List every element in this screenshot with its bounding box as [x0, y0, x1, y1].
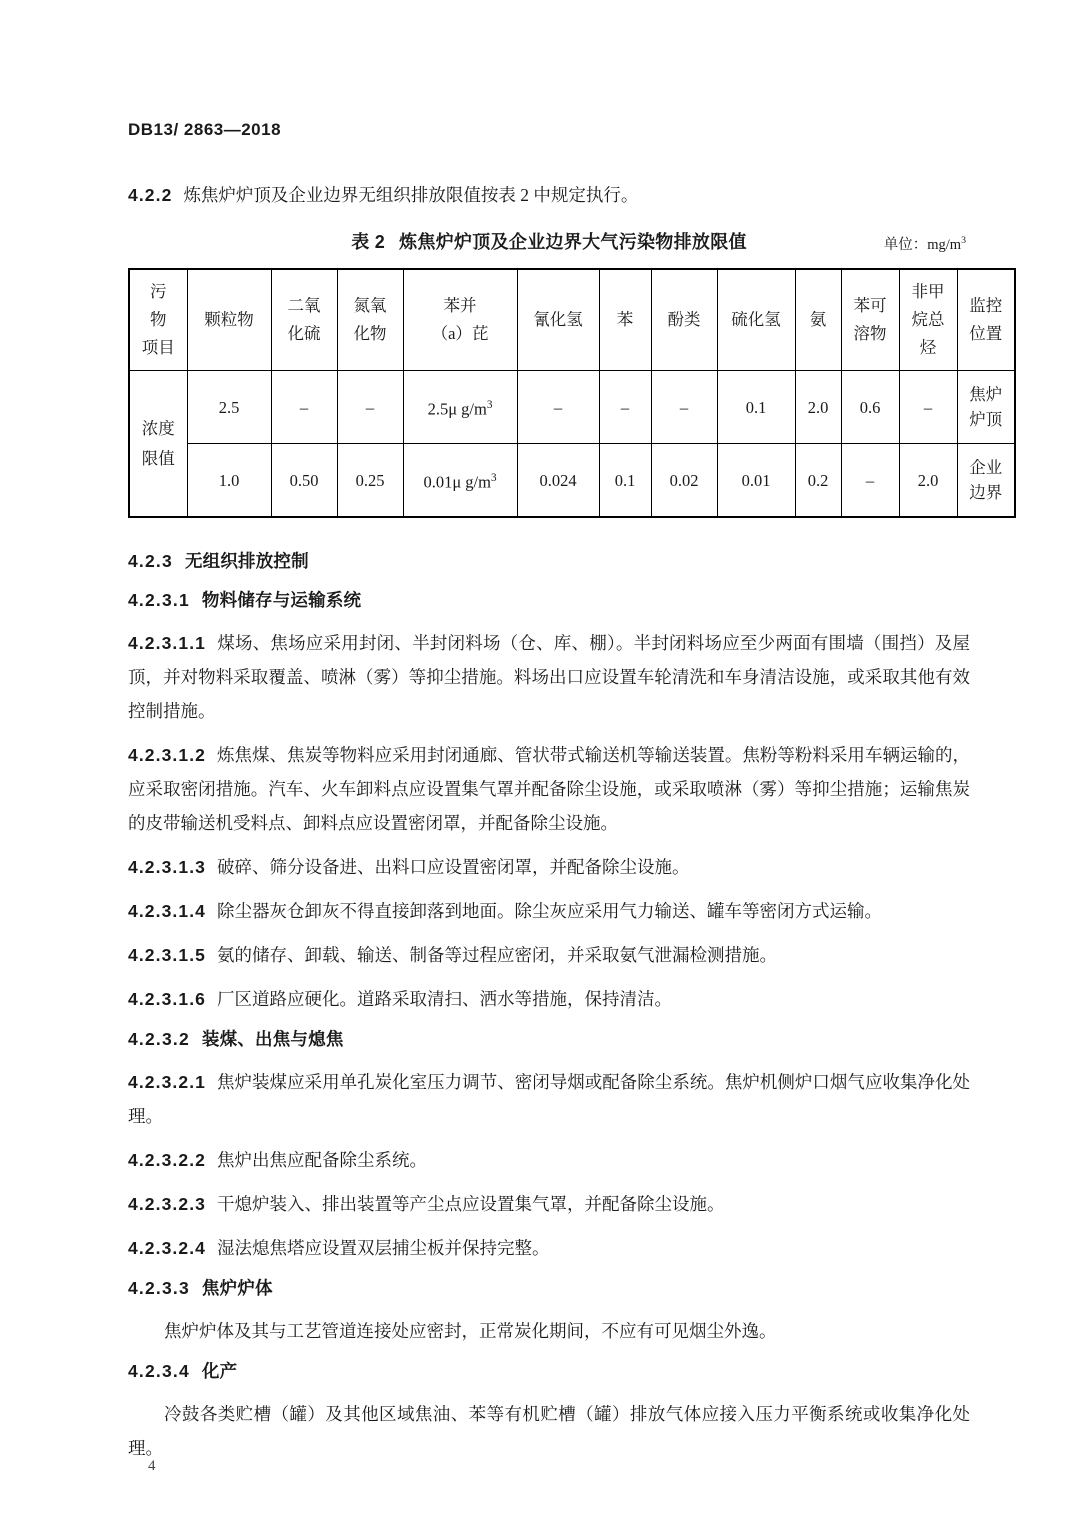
- header-hydrogen-cyanide: 氰化氢: [517, 269, 599, 371]
- cell-benzene-soluble-top: 0.6: [841, 371, 899, 444]
- clause-4-2-3-3-body: 焦炉炉体及其与工艺管道连接处应密封，正常炭化期间，不应有可见烟尘外逸。: [164, 1321, 777, 1341]
- header-pollutant-item: 污 物 项目: [129, 269, 187, 371]
- page-number: 4: [148, 1458, 156, 1474]
- clause-4-2-3-1-2: 4.2.3.1.2 炼焦煤、焦炭等物料应采用封闭通廊、管状带式输送机等输送装置。焦粉等粉料采用车辆运输的，应采取密闭措施。汽车、火车卸料点应设置集气罩并配备除尘设施，或采取喷淋（雾）等抑尘措施；运输焦炭的皮带输送机受料点、卸料点应设置密闭罩，并配备除尘设施。: [128, 745, 970, 833]
- table-caption-title: 炼焦炉炉顶及企业边界大气污染物排放限值: [399, 232, 747, 252]
- clause-heading-4-2-3-3: 4.2.3.3 焦炉炉体: [128, 1278, 273, 1298]
- cell-nox-boundary: 0.25: [337, 444, 403, 518]
- row-label-concentration-limit: 浓度 限值: [129, 371, 187, 518]
- cell-benzo-a-pyrene-top: 2.5μ $g/m^3$: [403, 371, 517, 444]
- table-row-enterprise-boundary: [129, 444, 1015, 518]
- cell-hcn-boundary: 0.024: [517, 444, 599, 518]
- clause-heading-4-2-3-2: 4.2.3.2 装煤、出焦与熄焦: [128, 1029, 344, 1049]
- cell-location-boundary: 企业 边界: [957, 444, 1015, 518]
- clause-heading-4-2-3: 4.2.3 无组织排放控制: [128, 551, 309, 571]
- cell-nmhc-top: –: [899, 371, 957, 444]
- clause-4-2-3-2-4: 4.2.3.2.4 湿法熄焦塔应设置双层捕尘板并保持完整。: [128, 1238, 550, 1258]
- cell-location-top: 焦炉 炉顶: [957, 371, 1015, 444]
- unit-label: 单位：: [883, 237, 928, 253]
- clause-4-2-3-1-3: 4.2.3.1.3 破碎、筛分设备进、出料口应设置密闭罩，并配备除尘设施。: [128, 857, 690, 877]
- clause-4-2-3-1-6: 4.2.3.1.6 厂区道路应硬化。道路采取清扫、洒水等措施，保持清洁。: [128, 989, 673, 1009]
- table-caption: [128, 228, 970, 254]
- cell-ammonia-boundary: 0.2: [795, 444, 841, 518]
- header-benzo-a-pyrene: 苯并 （a）芘: [403, 269, 517, 371]
- clause-number: 4.2.2: [128, 185, 173, 205]
- header-nmhc: 非甲 烷总 烃: [899, 269, 957, 371]
- clause-4-2-3-2-3: 4.2.3.2.3 干熄炉装入、排出装置等产尘点应设置集气罩，并配备除尘设施。: [128, 1194, 725, 1214]
- clause-4-2-3-1-5: 4.2.3.1.5 氨的储存、卸载、输送、制备等过程应密闭，并采取氨气泄漏检测措施。: [128, 945, 778, 965]
- cell-h2s-boundary: 0.01: [717, 444, 795, 518]
- header-nox: 氮氧 化物: [337, 269, 403, 371]
- cell-particulate-top: 2.5: [187, 371, 271, 444]
- cell-benzene-soluble-boundary: –: [841, 444, 899, 518]
- header-particulate: 颗粒物: [187, 269, 271, 371]
- cell-benzene-top: –: [599, 371, 651, 444]
- clause-4-2-3-2-2: 4.2.3.2.2 焦炉出焦应配备除尘系统。: [128, 1150, 428, 1170]
- unit-value: mg/m: [927, 237, 962, 253]
- clause-4-2-2: [128, 178, 970, 212]
- clause-heading-4-2-3-4: 4.2.3.4 化产: [128, 1361, 238, 1381]
- unit-exponent: 3: [961, 235, 966, 247]
- header-ammonia: 氨: [795, 269, 841, 371]
- clause-4-2-3-2-1: 4.2.3.2.1 焦炉装煤应采用单孔炭化室压力调节、密闭导烟或配备除尘系统。焦炉机侧炉口烟气应收集净化处理。: [128, 1072, 970, 1126]
- header-phenols: 酚类: [651, 269, 717, 371]
- running-head: DB13/ 2863—2018: [128, 120, 282, 139]
- cell-phenols-top: –: [651, 371, 717, 444]
- header-benzene: 苯: [599, 269, 651, 371]
- cell-h2s-top: 0.1: [717, 371, 795, 444]
- clause-4-2-3-1-1: 4.2.3.1.1 煤场、焦场应采用封闭、半封闭料场（仓、库、棚）。半封闭料场应至少两面有围墙（围挡）及屋顶，并对物料采取覆盖、喷淋（雾）等抑尘措施。料场出口应设置车轮清洗和车身清洁设施，或采取其他有效控制措施。: [128, 633, 970, 721]
- table-row-coke-oven-top: [129, 371, 1015, 444]
- table-header-row: [129, 269, 1015, 371]
- cell-phenols-boundary: 0.02: [651, 444, 717, 518]
- cell-benzene-boundary: 0.1: [599, 444, 651, 518]
- header-hydrogen-sulfide: 硫化氢: [717, 269, 795, 371]
- cell-nox-top: –: [337, 371, 403, 444]
- cell-particulate-boundary: 1.0: [187, 444, 271, 518]
- clause-4-2-3-4-body: 冷鼓各类贮槽（罐）及其他区域焦油、苯等有机贮槽（罐）排放气体应接入压力平衡系统或收集净化处理。: [128, 1404, 970, 1458]
- cell-benzo-a-pyrene-boundary: 0.01μ $g/m^3$: [403, 444, 517, 518]
- header-monitor-location: 监控 位置: [957, 269, 1015, 371]
- clause-4-2-3-1-4: 4.2.3.1.4 除尘器灰仓卸灰不得直接卸落到地面。除尘灰应采用气力输送、罐车等密闭方式运输。: [128, 901, 883, 921]
- table-unit: [884, 233, 966, 254]
- header-so2: 二氧 化硫: [271, 269, 337, 371]
- cell-hcn-top: –: [517, 371, 599, 444]
- cell-so2-boundary: 0.50: [271, 444, 337, 518]
- emission-limits-table: [128, 268, 1016, 518]
- clause-heading-4-2-3-1: 4.2.3.1 物料储存与运输系统: [128, 590, 362, 610]
- table-caption-number: 表 2: [351, 232, 386, 252]
- cell-so2-top: –: [271, 371, 337, 444]
- cell-nmhc-boundary: 2.0: [899, 444, 957, 518]
- clause-text: 炼焦炉炉顶及企业边界无组织排放限值按表 2 中规定执行。: [183, 185, 639, 205]
- table-caption-row: [128, 228, 970, 258]
- header-benzene-soluble: 苯可 溶物: [841, 269, 899, 371]
- cell-ammonia-top: 2.0: [795, 371, 841, 444]
